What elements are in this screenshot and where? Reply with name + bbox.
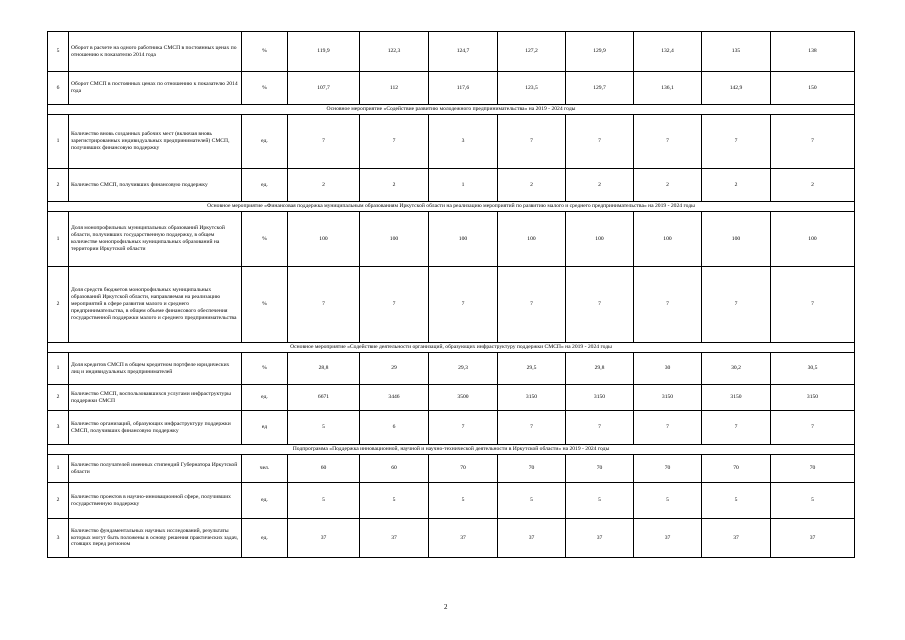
value-cell: 30 xyxy=(634,353,702,385)
value-cell: 37 xyxy=(634,519,702,558)
indicator-name: Количество СМСП, получивших финансовую поддержку xyxy=(69,169,242,202)
value-cell: 7 xyxy=(771,411,855,445)
row-number: 1 xyxy=(48,455,69,483)
value-cell: 7 xyxy=(498,267,566,343)
table-row xyxy=(48,455,855,483)
indicators-table xyxy=(47,31,855,558)
value-cell: 100 xyxy=(288,212,360,267)
value-cell: 3150 xyxy=(566,385,634,411)
unit-cell: чел. xyxy=(242,455,288,483)
value-cell: 136,1 xyxy=(634,72,702,105)
value-cell: 2 xyxy=(771,169,855,202)
value-cell: 7 xyxy=(771,267,855,343)
value-cell: 142,9 xyxy=(702,72,771,105)
value-cell: 7 xyxy=(702,267,771,343)
table-row xyxy=(48,115,855,169)
value-cell: 138 xyxy=(771,32,855,72)
value-cell: 7 xyxy=(702,115,771,169)
section-heading: Основное мероприятие «Содействие деятельности организаций, образующих инфраструктуру поддержки СМСП» на 2019 - 2024 годы xyxy=(48,343,855,353)
table-row xyxy=(48,169,855,202)
value-cell: 119,9 xyxy=(288,32,360,72)
value-cell: 7 xyxy=(360,267,429,343)
table-row xyxy=(48,267,855,343)
indicator-name: Доля средств бюджетов монопрофильных муниципальных образований Иркутской области, направляемая на реализацию мероприятий в сфере развития малого и среднего предпринимательства, в общем объеме финансового обеспечения государственной поддержки малого и среднего предпринимательства xyxy=(69,267,242,343)
indicator-name: Доля кредитов СМСП в общем кредитном портфеле юридических лиц и индивидуальных предпринимателей xyxy=(69,353,242,385)
value-cell: 5 xyxy=(771,483,855,519)
unit-cell: ед. xyxy=(242,385,288,411)
value-cell: 29 xyxy=(360,353,429,385)
value-cell: 30,5 xyxy=(771,353,855,385)
value-cell: 124,7 xyxy=(429,32,498,72)
value-cell: 30,2 xyxy=(702,353,771,385)
value-cell: 7 xyxy=(566,115,634,169)
value-cell: 37 xyxy=(429,519,498,558)
value-cell: 3500 xyxy=(429,385,498,411)
indicator-name: Количество проектов в научно-инновационной сфере, получивших государственную поддержку xyxy=(69,483,242,519)
value-cell: 2 xyxy=(566,169,634,202)
value-cell: 7 xyxy=(429,267,498,343)
indicator-name: Оборот СМСП в постоянных ценах по отношению к показателю 2014 года xyxy=(69,72,242,105)
value-cell: 129,9 xyxy=(566,32,634,72)
value-cell: 70 xyxy=(634,455,702,483)
value-cell: 1 xyxy=(429,169,498,202)
section-heading: Основное мероприятие «Финансовая поддержка муниципальным образованиям Иркутской области на реализацию мероприятий по развитию малого и среднего предпринимательства» на 2019 - 2024 годы xyxy=(48,202,855,212)
row-number: 2 xyxy=(48,169,69,202)
value-cell: 3150 xyxy=(498,385,566,411)
value-cell: 100 xyxy=(360,212,429,267)
value-cell: 60 xyxy=(288,455,360,483)
value-cell: 5 xyxy=(702,483,771,519)
value-cell: 112 xyxy=(360,72,429,105)
row-number: 3 xyxy=(48,411,69,445)
unit-cell: % xyxy=(242,32,288,72)
value-cell: 127,2 xyxy=(498,32,566,72)
row-number: 1 xyxy=(48,353,69,385)
value-cell: 29,5 xyxy=(498,353,566,385)
value-cell: 5 xyxy=(634,483,702,519)
value-cell: 37 xyxy=(360,519,429,558)
value-cell: 37 xyxy=(771,519,855,558)
value-cell: 3446 xyxy=(360,385,429,411)
value-cell: 5 xyxy=(288,411,360,445)
value-cell: 150 xyxy=(771,72,855,105)
value-cell: 100 xyxy=(702,212,771,267)
value-cell: 132,4 xyxy=(634,32,702,72)
indicator-name: Количество получателей именных стипендий Губернатора Иркутской области xyxy=(69,455,242,483)
indicator-name: Доля монопрофильных муниципальных образований Иркутской области, получивших государственную поддержку, в общем количестве монопрофильных муниципальных образований на территории Иркутской области xyxy=(69,212,242,267)
value-cell: 7 xyxy=(634,411,702,445)
section-heading: Подпрограмма «Поддержка инновационной, научной и научно-технической деятельности в Иркутской области» на 2019 - 2024 годы xyxy=(48,445,855,455)
table-row xyxy=(48,411,855,445)
section-heading-row xyxy=(48,343,855,353)
unit-cell: ед. xyxy=(242,519,288,558)
value-cell: 29,8 xyxy=(566,353,634,385)
value-cell: 2 xyxy=(702,169,771,202)
value-cell: 129,7 xyxy=(566,72,634,105)
value-cell: 7 xyxy=(360,115,429,169)
value-cell: 100 xyxy=(429,212,498,267)
row-number: 2 xyxy=(48,385,69,411)
value-cell: 6 xyxy=(360,411,429,445)
value-cell: 7 xyxy=(771,115,855,169)
value-cell: 28,8 xyxy=(288,353,360,385)
indicator-name: Количество организаций, образующих инфраструктуру поддержки СМСП, получивших финансовую поддержку xyxy=(69,411,242,445)
row-number: 1 xyxy=(48,115,69,169)
value-cell: 37 xyxy=(702,519,771,558)
indicator-name: Количество фундаментальных научных исследований, результаты которых могут быть положены в основу решения практических задач, стоящих перед регионом xyxy=(69,519,242,558)
value-cell: 3150 xyxy=(702,385,771,411)
value-cell: 100 xyxy=(634,212,702,267)
value-cell: 70 xyxy=(498,455,566,483)
value-cell: 2 xyxy=(634,169,702,202)
row-number: 5 xyxy=(48,32,69,72)
value-cell: 37 xyxy=(288,519,360,558)
value-cell: 7 xyxy=(498,115,566,169)
value-cell: 2 xyxy=(288,169,360,202)
value-cell: 3150 xyxy=(634,385,702,411)
value-cell: 135 xyxy=(702,32,771,72)
row-number: 3 xyxy=(48,519,69,558)
value-cell: 6671 xyxy=(288,385,360,411)
page-number: 2 xyxy=(444,603,448,611)
value-cell: 7 xyxy=(702,411,771,445)
row-number: 2 xyxy=(48,483,69,519)
value-cell: 5 xyxy=(288,483,360,519)
value-cell: 70 xyxy=(429,455,498,483)
table-row xyxy=(48,353,855,385)
value-cell: 100 xyxy=(771,212,855,267)
unit-cell: ед xyxy=(242,411,288,445)
value-cell: 5 xyxy=(566,483,634,519)
table-row xyxy=(48,385,855,411)
row-number: 1 xyxy=(48,212,69,267)
value-cell: 7 xyxy=(498,411,566,445)
unit-cell: % xyxy=(242,72,288,105)
table-row xyxy=(48,72,855,105)
value-cell: 122,3 xyxy=(360,32,429,72)
unit-cell: ед. xyxy=(242,169,288,202)
value-cell: 2 xyxy=(360,169,429,202)
row-number: 6 xyxy=(48,72,69,105)
value-cell: 5 xyxy=(360,483,429,519)
value-cell: 100 xyxy=(566,212,634,267)
value-cell: 7 xyxy=(566,411,634,445)
value-cell: 60 xyxy=(360,455,429,483)
indicator-name: Оборот в расчете на одного работника СМСП в постоянных ценах по отношению к показателю 2014 года xyxy=(69,32,242,72)
value-cell: 5 xyxy=(498,483,566,519)
unit-cell: ед. xyxy=(242,483,288,519)
value-cell: 2 xyxy=(498,169,566,202)
table-row xyxy=(48,32,855,72)
section-heading-row xyxy=(48,445,855,455)
row-number: 2 xyxy=(48,267,69,343)
value-cell: 7 xyxy=(288,115,360,169)
table-row xyxy=(48,483,855,519)
value-cell: 29,3 xyxy=(429,353,498,385)
value-cell: 3150 xyxy=(771,385,855,411)
unit-cell: % xyxy=(242,353,288,385)
section-heading: Основное мероприятие «Содействие развитию молодежного предпринимательства» на 2019 - 2024 годы xyxy=(48,105,855,115)
value-cell: 7 xyxy=(429,411,498,445)
unit-cell: ед. xyxy=(242,115,288,169)
indicator-name: Количество СМСП, воспользовавшихся услугами инфраструктуры поддержки СМСП xyxy=(69,385,242,411)
value-cell: 70 xyxy=(566,455,634,483)
table-row xyxy=(48,519,855,558)
section-heading-row xyxy=(48,105,855,115)
value-cell: 3 xyxy=(429,115,498,169)
value-cell: 123,5 xyxy=(498,72,566,105)
table-body xyxy=(48,32,855,558)
value-cell: 37 xyxy=(566,519,634,558)
value-cell: 7 xyxy=(634,267,702,343)
value-cell: 7 xyxy=(634,115,702,169)
value-cell: 5 xyxy=(429,483,498,519)
table-row xyxy=(48,212,855,267)
value-cell: 70 xyxy=(702,455,771,483)
value-cell: 37 xyxy=(498,519,566,558)
unit-cell: % xyxy=(242,212,288,267)
value-cell: 117,6 xyxy=(429,72,498,105)
value-cell: 7 xyxy=(288,267,360,343)
indicator-name: Количество вновь созданных рабочих мест (включая вновь зарегистрированных индивидуальных предпринимателей) СМСП, получивших финансовую поддержку xyxy=(69,115,242,169)
unit-cell: % xyxy=(242,267,288,343)
value-cell: 70 xyxy=(771,455,855,483)
value-cell: 7 xyxy=(566,267,634,343)
section-heading-row xyxy=(48,202,855,212)
value-cell: 100 xyxy=(498,212,566,267)
value-cell: 107,7 xyxy=(288,72,360,105)
